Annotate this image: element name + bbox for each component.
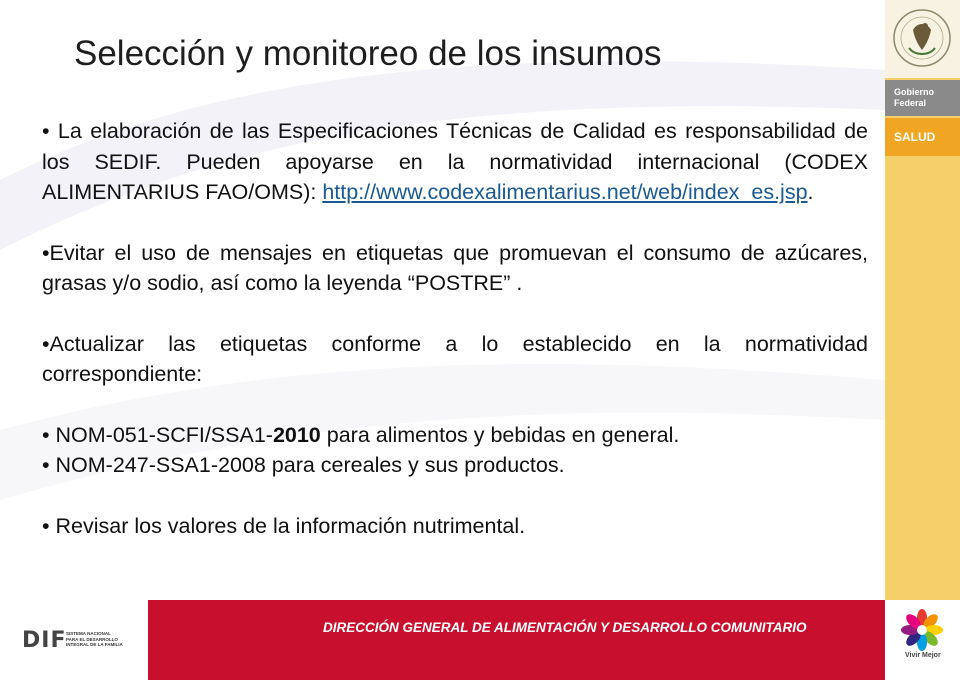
bullet-nom-051-post: para alimentos y bebidas en general. <box>320 422 680 447</box>
salud-label: SALUD <box>885 118 960 156</box>
bullet-nom-247: • NOM-247-SSA1-2008 para cereales y sus productos. <box>42 453 565 477</box>
bullet-especificaciones <box>42 116 868 208</box>
bullet-evitar-mensajes: •Evitar el uso de mensajes en etiquetas que promuevan el consumo de azúcares, grasas y/o sodio, así como la leyenda “POSTRE” . <box>42 240 868 295</box>
footer <box>0 600 960 680</box>
vivir-mejor-flower-icon <box>885 600 960 652</box>
gobierno-federal-label <box>885 80 960 116</box>
dif-line-3: INTEGRAL DE LA FAMILIA <box>66 642 123 648</box>
dif-line-2: PARA EL DESARROLLO <box>66 636 118 642</box>
federal-label: Federal <box>894 98 927 108</box>
bullet-especificaciones-end: . <box>807 180 814 204</box>
dif-logo <box>0 600 148 680</box>
gobierno-label: Gobierno <box>894 87 934 97</box>
bullet-nom-051 <box>42 420 868 451</box>
bullet-nom-051-pre: • NOM-051-SCFI/SSA1- <box>42 422 273 447</box>
sidebar-government <box>885 0 960 600</box>
dif-logo-text <box>66 631 123 648</box>
footer-banner <box>148 600 885 680</box>
bullet-list <box>42 116 868 541</box>
vivir-mejor-logo <box>885 600 960 680</box>
vivir-mejor-label: Vivir Mejor <box>905 652 941 659</box>
footer-banner-text: DIRECCIÓN GENERAL DE ALIMENTACIÓN Y DESARROLLO COMUNITARIO <box>323 620 807 635</box>
dif-logo-icon: DIF <box>22 628 67 653</box>
bullet-revisar-valores: • Revisar los valores de la información nutrimental. <box>42 513 526 538</box>
coat-of-arms-area <box>885 0 960 78</box>
bullet-especificaciones-text: • La elaboración de las Especificaciones Técnicas de Calidad es responsabilidad de los SEDIF. Pueden apoyarse en la normatividad internacional (CODEX ALIMENTARIUS FAO/OMS): <box>42 119 868 204</box>
page-title: Selección y monitoreo de los insumos <box>74 34 662 73</box>
bullet-actualizar-etiquetas: •Actualizar las etiquetas conforme a lo establecido en la normatividad correspondiente: <box>42 331 868 386</box>
codex-link[interactable]: http://www.codexalimentarius.net/web/index_es.jsp <box>322 180 808 204</box>
bullet-nom-051-year: 2010 <box>272 422 321 447</box>
mexico-coat-of-arms-icon <box>885 0 960 78</box>
dif-line-1: SISTEMA NACIONAL <box>66 631 111 636</box>
